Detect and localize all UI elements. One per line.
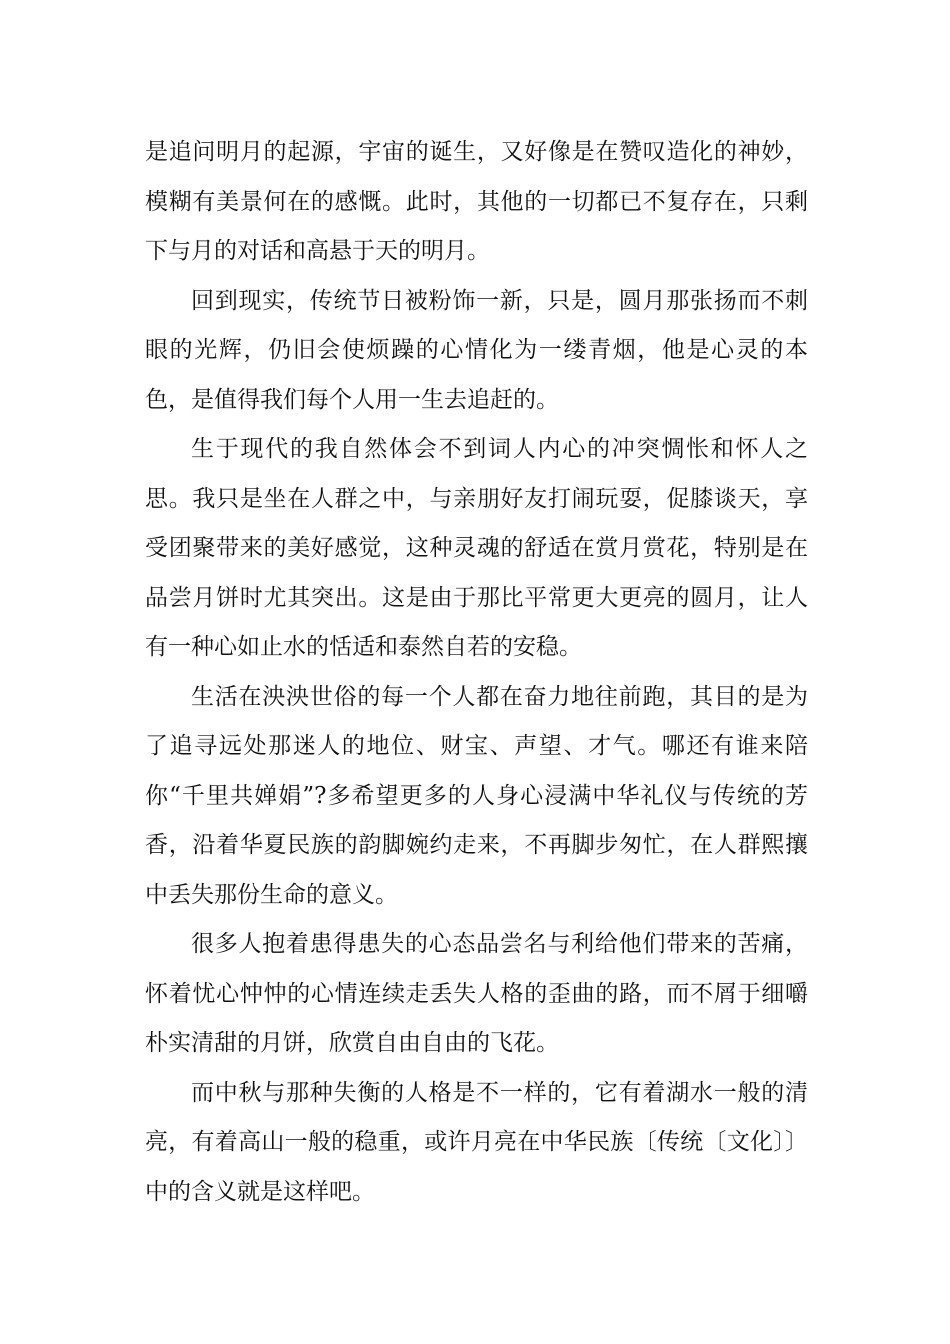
document-body [145, 128, 808, 1217]
paragraph-3: 生于现代的我自然体会不到词人内心的冲突惆怅和怀人之思。我只是坐在人群之中，与亲朋好友打闹玩耍，促膝谈天，享受团聚带来的美好感觉，这种灵魂的舒适在赏月赏花，特别是在品尝月饼时尤其突出。这是由于那比平常更大更亮的圆月，让人有一种心如止水的恬适和泰然自若的安稳。 [145, 436, 808, 660]
paragraph-2: 回到现实，传统节日被粉饰一新，只是，圆月那张扬而不刺眼的光辉，仍旧会使烦躁的心情化为一缕青烟，他是心灵的本色，是值得我们每个人用一生去追赶的。 [145, 287, 808, 413]
paragraph-1: 是追问明月的起源，宇宙的诞生，又好像是在赞叹造化的神妙，模糊有美景何在的感慨。此时，其他的一切都已不复存在，只剩下与月的对话和高悬于天的明月。 [145, 139, 808, 264]
paragraph-5: 很多人抱着患得患失的心态品尝名与利给他们带来的苦痛，怀着忧心忡忡的心情连续走丢失人格的歪曲的路，而不屑于细嚼朴实清甜的月饼，欣赏自由自由的飞花。 [145, 931, 808, 1056]
paragraph-6: 而中秋与那种失衡的人格是不一样的，它有着湖水一般的清亮，有着高山一般的稳重，或许月亮在中华民族〔传统〔文化〕〕中的含义就是这样吧。 [145, 1079, 808, 1205]
paragraph-4: 生活在泱泱世俗的每一个人都在奋力地往前跑，其目的是为了追寻远处那迷人的地位、财宝、声望、才气。哪还有谁来陪你“千里共婵娟”?多希望更多的人身心浸满中华礼仪与传统的芳香，沿着华夏民族的韵脚婉约走来，不再脚步匆忙，在人群熙攘中丢失那份生命的意义。 [145, 683, 808, 908]
